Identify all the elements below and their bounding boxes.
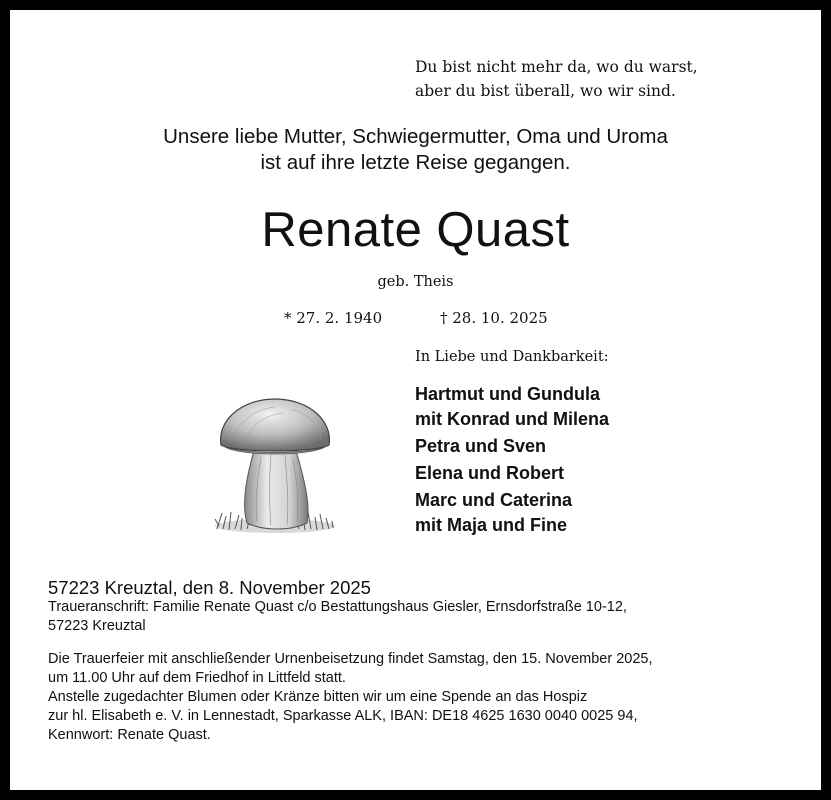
donation-line-3: Kennwort: Renate Quast. xyxy=(48,727,211,743)
birth-date: * 27. 2. 1940 xyxy=(284,309,383,327)
intro-line-1: Unsere liebe Mutter, Schwiegermutter, Oma und Uroma xyxy=(163,125,668,148)
place-date: 57223 Kreuztal, den 8. November 2025 xyxy=(48,577,371,598)
ceremony-info xyxy=(48,650,653,688)
quote xyxy=(415,55,698,103)
ceremony-line-2: um 11.00 Uhr auf dem Friedhof in Littfeld statt. xyxy=(48,670,346,686)
address-line-1: Traueranschrift: Familie Renate Quast c/o Bestattungshaus Giesler, Ernsdorfstraße 10-12, xyxy=(48,599,627,615)
mourner-line: Hartmut und Gundula xyxy=(415,384,600,404)
mushroom-icon xyxy=(195,385,355,550)
ceremony-line-1: Die Trauerfeier mit anschließender Urnenbeisetzung findet Samstag, den 15. November 2025, xyxy=(48,651,653,667)
donation-line-1: Anstelle zugedachter Blumen oder Kränze bitten wir um eine Spende an das Hospiz xyxy=(48,689,588,705)
birth-name: geb. Theis xyxy=(377,274,454,290)
mourner-line: Petra und Sven xyxy=(415,436,547,456)
mourner-line: mit Maja und Fine xyxy=(415,515,568,535)
address-line-2: 57223 Kreuztal xyxy=(48,618,146,634)
death-date: † 28. 10. 2025 xyxy=(440,309,548,327)
mourner-line: Elena und Robert xyxy=(415,463,565,483)
quote-line-2: aber du bist überall, wo wir sind. xyxy=(415,82,676,100)
quote-line-1: Du bist nicht mehr da, wo du warst, xyxy=(415,58,698,76)
intro-line-2: ist auf ihre letzte Reise gegangen. xyxy=(260,151,571,174)
mourner-line: Marc und Caterina xyxy=(415,490,573,510)
intro-text xyxy=(10,124,821,176)
donation-line-2: zur hl. Elisabeth e. V. in Lennestadt, Sparkasse ALK, IBAN: DE18 4625 1630 0040 0025 94, xyxy=(48,708,638,724)
mourner-line: mit Konrad und Milena xyxy=(415,409,610,429)
donation-info xyxy=(48,688,638,745)
deceased-name: Renate Quast xyxy=(261,203,570,257)
mourners-list xyxy=(415,382,609,540)
mourning-address xyxy=(48,598,627,636)
mourners-heading: In Liebe und Dankbarkeit: xyxy=(415,349,609,365)
